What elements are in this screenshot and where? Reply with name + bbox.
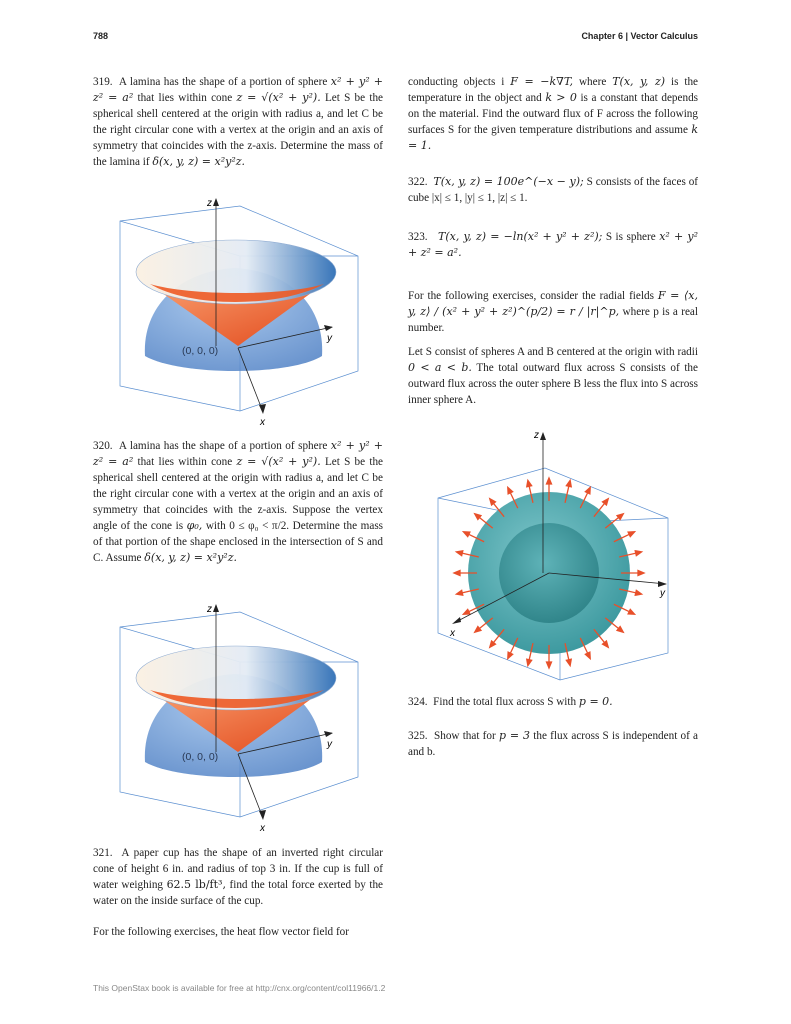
math: k = 1. (408, 123, 699, 152)
math: 0 < a < b. (408, 361, 472, 374)
z-axis-label: z (207, 198, 212, 209)
exercise-text: with 0 ≤ φ₀ < π/2. Determine the mass of that portion of the shape enclosed in the intersection of S and C. Assume (93, 520, 384, 564)
text: For the following exercises, consider the radial fields (408, 290, 654, 302)
y-axis-label: y (660, 588, 665, 599)
exercise-text: A lamina has the shape of a portion of sphere (118, 440, 328, 452)
text: is a constant that depends on the material. Find the outward flux of F across the following surfaces S for the given temperature distributions and assume (408, 92, 699, 136)
flux-arrowhead (508, 652, 513, 658)
flux-arrowhead (566, 659, 571, 665)
x-axis-label: x (450, 628, 455, 639)
radial-fields-intro (408, 288, 698, 408)
exercise-323 (408, 229, 698, 261)
exercise-text: Show that for (434, 730, 496, 742)
text: conducting objects i (408, 76, 505, 88)
math: F = ⟨x, y, z⟩ / (x² + y² + z²)^(p/2) = r / |r|^p, (408, 289, 698, 318)
y-axis-label: y (327, 333, 332, 344)
footer-attribution: This OpenStax book is available for free at http://cnx.org/content/col11966/1.2 (93, 983, 386, 993)
heat-flow-continuation (408, 74, 698, 154)
lamina-figure-2 (110, 602, 370, 834)
text: The total outward flux across S consists of the outward flux across the outer sphere B less the flux into S across inner sphere A. (408, 362, 698, 406)
flux-arrowhead (527, 480, 532, 486)
exercise-text: A paper cup has the shape of an inverted right circular cone of height 6 in. and radius of top 3 in. If the cup is full of water weighing (93, 847, 383, 891)
z-axis-label: z (207, 604, 212, 615)
exercise-number: 321. (93, 847, 113, 859)
flux-arrowhead (585, 487, 590, 493)
heat-flow-intro (93, 924, 383, 940)
math: x² + y² + z² = a². (408, 230, 699, 259)
exercise-text: S is sphere (605, 231, 656, 243)
text: Let S consist of spheres A and B centered at the origin with radii (408, 346, 698, 358)
flux-arrowhead (508, 487, 513, 493)
exercise-number: 325. (408, 730, 428, 742)
math: z = √(x² + y²). (236, 91, 321, 104)
flux-arrowhead (635, 551, 641, 556)
exercise-325 (408, 728, 698, 760)
math: z = √(x² + y²). (236, 455, 321, 468)
math: T(x, y, z) (612, 75, 666, 88)
exercise-number: 320. (93, 440, 113, 452)
flux-arrowhead (585, 652, 590, 658)
exercise-319 (93, 74, 383, 170)
exercise-number: 322. (408, 176, 428, 188)
math: T(x, y, z) = −ln(x² + y² + z²); (438, 230, 603, 243)
origin-label: (0, 0, 0) (182, 345, 219, 357)
math: δ(x, y, z) = x²y²z. (152, 155, 246, 168)
math: δ(x, y, z) = x²y²z. (144, 551, 237, 564)
exercise-text: Let S be the spherical shell centered at the origin with radius a, and let C be the right circular cone with a vertex at the origin and an axis of symmetry that coincides with the z-axis. Determine the mass of the lamina if (93, 92, 384, 168)
flux-arrowhead (547, 662, 552, 668)
intro-text: For the following exercises, the heat flow vector field for (93, 926, 349, 938)
flux-arrowhead (628, 532, 634, 537)
math: φ₀, (186, 519, 203, 532)
flux-arrowhead (456, 590, 462, 595)
x-axis-label: x (260, 823, 265, 834)
math: F = −k∇T, (510, 75, 574, 88)
origin-label: (0, 0, 0) (182, 751, 219, 763)
flux-arrowhead (456, 551, 462, 556)
math: k > 0 (545, 91, 577, 104)
exercise-number: 319. (93, 76, 113, 88)
chapter-title: Chapter 6 | Vector Calculus (581, 31, 698, 41)
exercise-text: that lies within cone (137, 456, 233, 468)
exercise-324 (408, 694, 698, 710)
flux-arrowhead (527, 659, 532, 665)
flux-arrowhead (454, 571, 460, 576)
page-number: 788 (93, 31, 109, 41)
flux-arrowhead (638, 571, 644, 576)
exercise-number: 323. (408, 231, 428, 243)
text: is the temperature in the object and (408, 76, 699, 104)
exercise-text: the flux across S is independent of a and b. (408, 730, 699, 758)
flux-arrowhead (463, 532, 469, 537)
exercise-322 (408, 174, 698, 206)
nested-spheres-figure (430, 428, 678, 686)
exercise-number: 324. (408, 696, 428, 708)
flux-arrowhead (566, 480, 571, 486)
math: p = 0. (578, 695, 613, 708)
exercise-text: Let S be the spherical shell centered at the origin with radius a, and let C be the right circular cone with a vertex at the origin and an axis of symmetry that coincides with the z-axis. Suppose the vertex angle of the cone is (93, 456, 384, 532)
x-axis-label: x (260, 417, 265, 428)
exercise-321 (93, 845, 383, 909)
text: where p is a real number. (408, 306, 699, 334)
math: T(x, y, z) = 100e^(−x − y); (433, 175, 584, 188)
exercise-text: that lies within cone (137, 92, 233, 104)
exercise-text: A lamina has the shape of a portion of sphere (118, 76, 328, 88)
lamina-figure-1 (110, 196, 370, 428)
exercise-text: S consists of the faces of cube |x| ≤ 1, |y| ≤ 1, |z| ≤ 1. (408, 176, 699, 204)
flux-arrowhead (547, 478, 552, 484)
exercise-text: Find the total flux across S with (433, 696, 577, 708)
exercise-text: find the total force exerted by the water on the inside surface of the cup. (93, 879, 384, 907)
z-axis-label: z (534, 430, 539, 441)
math: x² + y² + z² = a² (93, 439, 384, 468)
exercise-320 (93, 438, 383, 566)
flux-arrowhead (463, 609, 469, 614)
y-axis-label: y (327, 739, 332, 750)
flux-arrowhead (635, 590, 641, 595)
math: x² + y² + z² = a² (93, 75, 384, 104)
math: p = 3 (498, 729, 531, 742)
math: 62.5 lb/ft³, (166, 878, 226, 891)
text: where (578, 76, 607, 88)
flux-arrowhead (628, 609, 634, 614)
